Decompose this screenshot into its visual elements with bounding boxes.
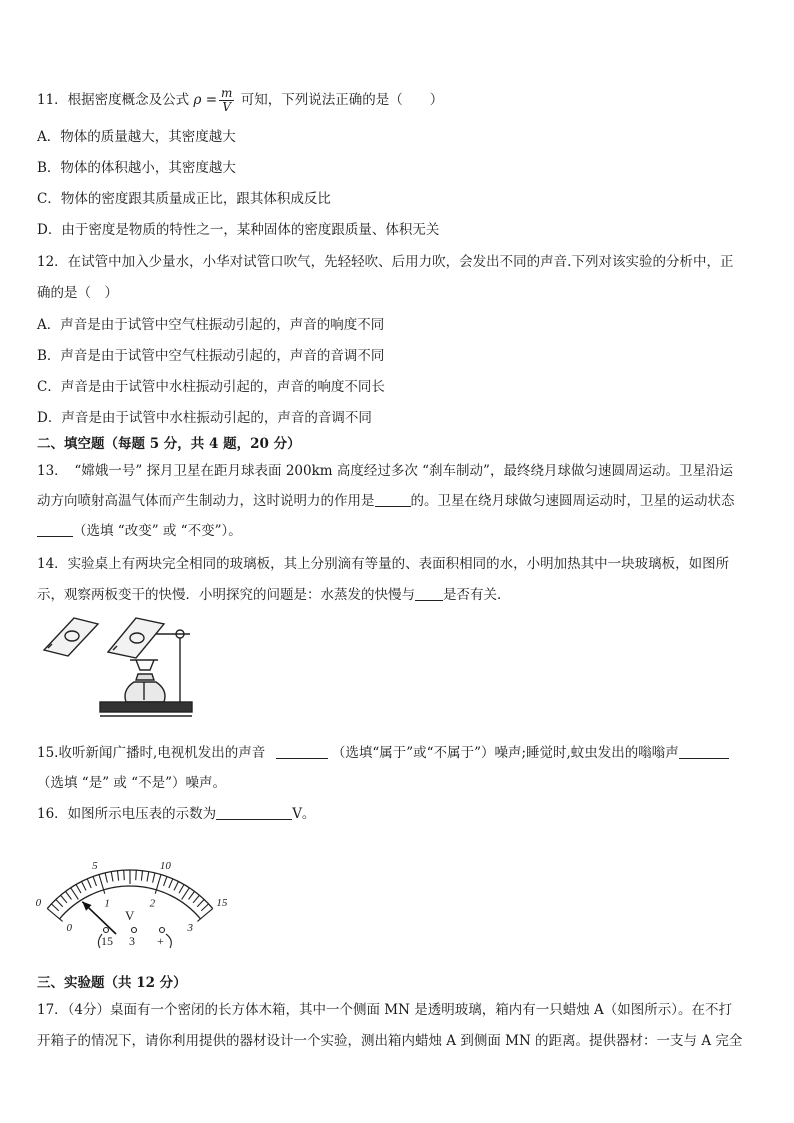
voltmeter-tick (66, 891, 72, 899)
voltmeter-tick (93, 877, 96, 886)
q17-line2: 开箱子的情况下，请你利用提供的器材设计一个实验，测出箱内蜡烛 A 到侧面 MN 的距离。提供器材：一支与 A 完全 (37, 1033, 743, 1049)
voltmeter-tick (111, 872, 113, 882)
q15-blank-2[interactable] (679, 745, 729, 759)
q11-option-b: B．物体的体积越小，其密度越大 (37, 160, 236, 176)
q12-option-c: C．声音是由于试管中水柱振动引起的，声音的响度不同长 (37, 379, 385, 395)
voltmeter-upper-scale-label: 0 (35, 897, 42, 910)
voltmeter-tick (105, 873, 107, 883)
voltmeter-tick (201, 904, 208, 911)
voltmeter-tick (141, 871, 142, 881)
voltmeter-tick (189, 891, 195, 899)
voltmeter-lower-scale-label: 0 (66, 922, 72, 935)
q12-option-a: A．声音是由于试管中空气柱振动引起的，声音的响度不同 (37, 317, 385, 333)
voltmeter-tick (56, 899, 63, 906)
evaporation-experiment-figure (38, 612, 198, 720)
voltmeter-upper-scale-label: 15 (216, 897, 228, 910)
voltmeter-tick (182, 888, 190, 900)
voltmeter-tick (61, 895, 67, 903)
q15-line1-text-a: 15.收听新闻广播时,电视机发出的声音 (37, 745, 266, 761)
voltmeter-tick (136, 870, 137, 880)
voltmeter-figure (35, 838, 228, 950)
right-glass-plate (108, 618, 164, 658)
q13-line3 (37, 519, 242, 539)
q11-option-d: D．由于密度是物质的特性之一，某种固体的密度跟质量、体积无关 (37, 222, 440, 238)
q14-blank[interactable] (415, 587, 443, 601)
q13-line1: 13． “嫦娥一号” 探月卫星在距月球表面 200km 高度经过多次 “刹车制动”，最终绕月球做匀速圆周运动。卫星沿运 (37, 463, 733, 479)
voltmeter-terminal (132, 928, 137, 933)
stand-base (100, 702, 192, 712)
q15-blank-1[interactable] (276, 745, 328, 759)
q11-suffix: 可知，下列说法正确的是（ ） (240, 92, 444, 108)
voltmeter-tick (71, 888, 79, 900)
q12-option-b: B．声音是由于试管中空气柱振动引起的，声音的音调不同 (37, 348, 385, 364)
q14-line2-text-b: 是否有关． (443, 587, 511, 603)
voltmeter-upper-scale-label: 5 (92, 859, 98, 872)
formula-denominator: V (222, 100, 232, 114)
voltmeter-tick (87, 879, 91, 888)
q11-option-c: C．物体的密度跟其质量成正比，跟其体积成反比 (37, 191, 331, 207)
q17-line1: 17．（4分）桌面有一个密闭的长方体木箱，其中一个侧面 MN 是透明玻璃，箱内有一只蜡烛 A（如图所示）。在不打 (37, 1002, 733, 1018)
q13-line2 (37, 489, 735, 509)
voltmeter-tick (193, 895, 199, 903)
q15-line1-text-b: （选填“属于”或“不属于”）噪声;睡觉时,蚊虫发出的嗡嗡声 (331, 745, 679, 761)
voltmeter-tick (174, 881, 178, 890)
left-glass-plate (44, 618, 98, 656)
q13-blank-1[interactable] (375, 493, 411, 507)
voltmeter-terminal (160, 928, 165, 933)
q12-stem-line1: 12．在试管中加入少量水，小华对试管口吹气，先轻轻吹、后用力吹，会发出不同的声音.下列对该实验的分析中，正 (37, 254, 734, 270)
voltmeter-tick (164, 877, 167, 886)
q13-line3-text: （选填 “改变” 或 “不变”）。 (73, 523, 242, 539)
q11-stem (37, 87, 443, 114)
voltmeter-lower-scale-label: 1 (104, 897, 110, 910)
voltmeter-tick (169, 879, 173, 888)
voltmeter-tick (197, 899, 204, 906)
formula-fraction (219, 87, 234, 114)
q14-line1: 14．实验桌上有两块完全相同的玻璃板，其上分别滴有等量的、表面积相同的水，小明加热其中一块玻璃板，如图所 (37, 556, 730, 572)
q13-line2-text-a: 动方向喷射高温气体而产生制动力，这时说明力的作用是 (37, 493, 375, 509)
voltmeter-tick (51, 904, 58, 911)
section2-heading: 二、填空题（每题 5 分，共 4 题，20 分） (37, 436, 301, 452)
voltmeter-tick (47, 909, 62, 922)
formula-lhs: ρ = (193, 92, 218, 108)
voltmeter-terminal-label: + (157, 934, 164, 948)
voltmeter-tick (117, 871, 118, 881)
q15-line1 (37, 741, 729, 761)
voltmeter-tick (82, 881, 86, 890)
section3-heading: 三、实验题（共 12 分） (37, 975, 187, 991)
voltmeter-wire-right (166, 934, 171, 948)
voltmeter-tick (179, 884, 184, 893)
q16-prefix: 16．如图所示电压表的示数为 (37, 806, 217, 822)
voltmeter-tick (124, 870, 125, 880)
q13-line2-text-b: 的。卫星在绕月球做匀速圆周运动时，卫星的运动状态 (410, 493, 735, 509)
voltmeter-terminal (104, 928, 109, 933)
voltmeter-lower-scale-label: 3 (187, 922, 194, 935)
density-formula (193, 86, 240, 114)
q15-line2: （选填 “是” 或 “不是”）噪声。 (37, 775, 226, 791)
q14-line2-text-a: 示，观察两板变干的快慢．小明探究的问题是：水蒸发的快慢与 (37, 587, 415, 603)
voltmeter-tick (76, 884, 81, 893)
q11-prefix: 11．根据密度概念及公式 (37, 92, 190, 108)
voltmeter-lower-scale-label: 2 (149, 897, 156, 910)
q12-stem-line2: 确的是（ ） (37, 285, 118, 301)
q16-blank[interactable] (216, 806, 292, 820)
alcohol-lamp (125, 682, 165, 702)
q13-blank-2[interactable] (37, 523, 73, 537)
q16-unit: V。 (292, 806, 316, 822)
voltmeter-terminal-label: 3 (129, 934, 135, 948)
q16-line (37, 802, 315, 822)
voltmeter-tick (147, 872, 149, 882)
voltmeter-tick (153, 873, 155, 883)
voltmeter-tick (197, 909, 212, 922)
voltmeter-symbol: V (125, 908, 135, 923)
voltmeter-terminal-label: 15 (101, 934, 113, 948)
voltmeter-upper-scale-label: 10 (159, 859, 171, 872)
q11-option-a: A．物体的质量越大，其密度越大 (37, 129, 236, 145)
formula-numerator: m (221, 86, 233, 100)
q12-option-d: D．声音是由于试管中水柱振动引起的，声音的音调不同 (37, 410, 372, 426)
q14-line2 (37, 583, 511, 603)
